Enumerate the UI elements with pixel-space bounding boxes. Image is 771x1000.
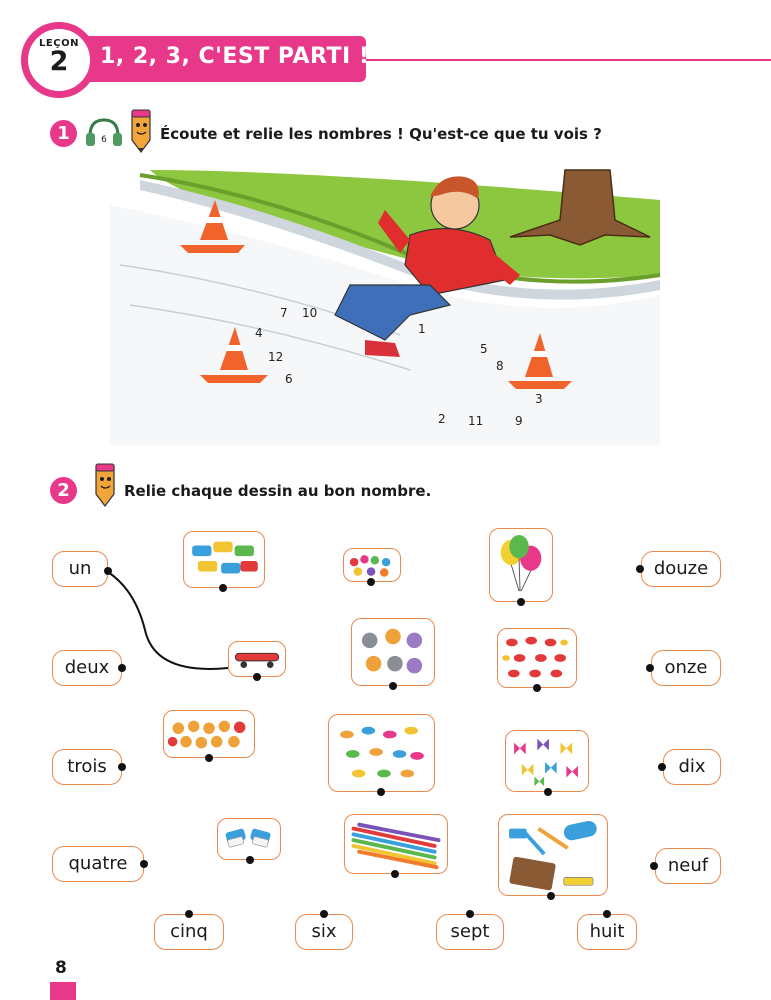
connect-dot[interactable] <box>544 788 552 796</box>
connect-dot[interactable] <box>466 910 474 918</box>
exercise-2-instruction: Relie chaque dessin au bon nombre. <box>124 482 432 500</box>
connect-dot[interactable] <box>219 584 227 592</box>
connect-dot[interactable] <box>646 664 654 672</box>
picture-balloons[interactable] <box>489 528 553 602</box>
connect-dot[interactable] <box>205 754 213 762</box>
picture-cats[interactable] <box>351 618 435 686</box>
connect-dot[interactable] <box>517 598 525 606</box>
picture-colored-pencils[interactable] <box>344 814 448 874</box>
lesson-label: LEÇON <box>39 38 79 49</box>
word-onze[interactable]: onze <box>651 650 721 686</box>
connect-dot[interactable] <box>253 673 261 681</box>
word-six[interactable]: six <box>295 914 353 950</box>
dot-number: 4 <box>255 326 263 340</box>
picture-butterflies[interactable] <box>505 730 589 792</box>
connect-dot[interactable] <box>246 856 254 864</box>
picture-cars[interactable] <box>183 531 265 588</box>
picture-apples[interactable] <box>163 710 255 758</box>
connect-dot[interactable] <box>547 892 555 900</box>
word-huit[interactable]: huit <box>577 914 637 950</box>
connect-dot[interactable] <box>118 664 126 672</box>
picture-marbles[interactable] <box>343 548 401 582</box>
exercise-1-number: 1 <box>50 120 77 147</box>
picture-school-supplies[interactable] <box>498 814 608 896</box>
page-number: 8 <box>55 958 67 978</box>
connect-dot[interactable] <box>533 684 541 692</box>
dot-number: 8 <box>496 359 504 373</box>
picture-fish[interactable] <box>328 714 435 792</box>
lesson-number: 2 <box>49 46 69 77</box>
connect-dot[interactable] <box>603 910 611 918</box>
connect-dot[interactable] <box>140 860 148 868</box>
dot-number: 10 <box>302 306 318 320</box>
connect-dot[interactable] <box>650 862 658 870</box>
dot-number: 2 <box>438 412 446 426</box>
connect-dot[interactable] <box>367 578 375 586</box>
page-tab <box>50 982 76 1000</box>
picture-candies[interactable] <box>497 628 577 688</box>
word-neuf[interactable]: neuf <box>655 848 721 884</box>
word-cinq[interactable]: cinq <box>154 914 224 950</box>
connect-dot[interactable] <box>104 567 112 575</box>
boy-skateboard-illustration <box>110 165 670 445</box>
connect-dot[interactable] <box>320 910 328 918</box>
dot-number: 1 <box>418 322 426 336</box>
dot-number: 7 <box>280 306 288 320</box>
word-quatre[interactable]: quatre <box>52 846 144 882</box>
pencil-mascot-icon <box>90 462 120 508</box>
dot-number: 6 <box>285 372 293 386</box>
exercise-1-instruction: Écoute et relie les nombres ! Qu'est-ce que tu vois ? <box>160 125 602 143</box>
connect-dot[interactable] <box>118 763 126 771</box>
headphones-icon <box>84 116 124 148</box>
connect-dot[interactable] <box>658 763 666 771</box>
dot-number: 12 <box>268 350 284 364</box>
word-douze[interactable]: douze <box>641 551 721 587</box>
header-rule <box>360 59 771 61</box>
lesson-badge <box>21 22 97 98</box>
picture-erasers[interactable] <box>217 818 281 860</box>
word-trois[interactable]: trois <box>52 749 122 785</box>
dot-number: 5 <box>480 342 488 356</box>
connect-dot[interactable] <box>185 910 193 918</box>
connect-dot[interactable] <box>389 682 397 690</box>
audio-track-number: 6 <box>101 135 107 145</box>
connect-dot[interactable] <box>377 788 385 796</box>
pencil-mascot-icon <box>126 108 156 154</box>
word-sept[interactable]: sept <box>436 914 504 950</box>
dot-number: 9 <box>515 414 523 428</box>
picture-skateboard[interactable] <box>228 641 286 677</box>
connect-dot[interactable] <box>391 870 399 878</box>
word-deux[interactable]: deux <box>52 650 122 686</box>
dot-number: 11 <box>468 414 484 428</box>
connect-dot[interactable] <box>636 565 644 573</box>
dot-number: 3 <box>535 392 543 406</box>
word-dix[interactable]: dix <box>663 749 721 785</box>
exercise-2-number: 2 <box>50 477 77 504</box>
page-title: 1, 2, 3, C'EST PARTI ! <box>100 44 370 69</box>
word-un[interactable]: un <box>52 551 108 587</box>
